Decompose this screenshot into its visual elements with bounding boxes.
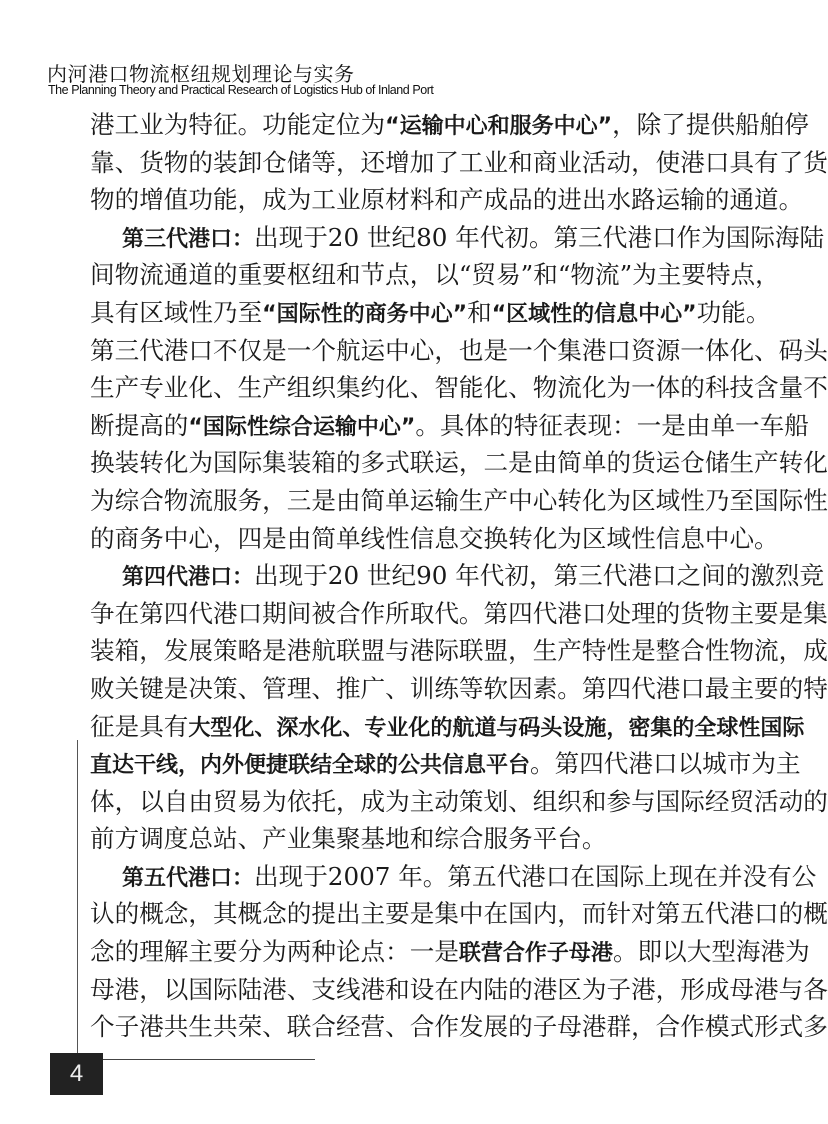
text-run: 靠、货物的装卸仓储等，还增加了工业和商业活动，使港口具有了货 [90,147,828,177]
text-line [90,820,722,858]
page-number: 4 [50,1053,103,1095]
text-line [90,144,828,182]
text-run: 争在第四代港口期间被合作所取代。第四代港口处理的货物主要是集 [90,598,828,628]
running-header-title-cn: 内河港口物流枢纽规划理论与实务 [47,62,355,86]
text-run: 换装转化为国际集装箱的多式联运，二是由简单的货运仓储生产转化 [90,448,828,478]
text-run: 出现于2007 年。第五代港口在国际上现在并没有公 [254,861,817,891]
text-line [90,256,780,294]
text-line [90,632,828,670]
running-header-title-en: The Planning Theory and Practical Research of Logistics Hub of Inland Port [48,83,434,97]
text-run: ，除了提供船舶停 [612,110,809,139]
text-run: 为综合物流服务，三是由简单运输生产中心转化为区域性乃至国际性 [90,485,828,515]
bold-text: “区域性的信息中心” [491,301,697,327]
bold-text: 直达干线，内外便捷联结全球的公共信息平台 [90,753,531,779]
text-run: 物的增值功能，成为工业原材料和产成品的进出水路运输的通道。 [90,185,804,215]
text-run: 具有区域性乃至 [90,297,263,327]
text-run: 败关键是决策、管理、推广、训练等软因素。第四代港口最主要的特 [90,673,828,703]
body-text [90,106,828,1046]
bold-text: 第五代港口： [122,865,255,891]
text-line [90,783,828,821]
bold-text: 联营合作子母港 [458,941,613,967]
text-line [90,971,828,1009]
text-run: 征是具有 [90,711,189,741]
text-run: 母港，以国际陆港、支线港和设在内陆的港区为子港，形成母港与各 [90,974,828,1004]
text-line [90,858,817,896]
text-line [90,557,825,595]
text-line [90,369,828,407]
text-run: 功能。 [696,297,771,327]
text-run: 和 [467,297,492,327]
text-line [90,444,828,482]
paragraph [90,106,828,219]
text-run: 前方调度总站、产业集聚基地和综合服务平台。 [90,824,607,854]
text-run: 断提高的 [90,410,189,440]
text-line [90,895,828,933]
bold-text: 大型化、深水化、专业化的航道与码头设施，密集的全球性国际 [188,715,805,741]
text-line [90,407,809,445]
text-line [90,294,771,332]
text-line [90,181,804,219]
paragraph [90,219,828,557]
text-run: 的商务中心，四是由简单线性信息交换转化为区域性信息中心。 [90,523,779,553]
text-run: 装箱，发展策略是港航联盟与港际联盟，生产特性是整合性物流，成 [90,636,828,666]
text-line [90,219,825,257]
text-line [90,520,779,558]
text-run: 。第四代港口以城市为主 [530,749,801,779]
text-run: 。即以大型海港为 [612,937,810,967]
text-line [90,482,828,520]
text-run: 出现于20 世纪80 年代初。第三代港口作为国际海陆 [254,222,825,252]
bold-text: 第三代港口： [122,226,255,252]
paragraph [90,557,828,858]
text-run: 第三代港口不仅是一个航运中心，也是一个集港口资源一体化、码头 [90,335,828,365]
text-line [90,670,828,708]
text-run: 出现于20 世纪90 年代初，第三代港口之间的激烈竞 [254,561,825,591]
margin-rule [77,740,78,1080]
bold-text: 第四代港口： [122,565,255,591]
text-line [90,933,810,971]
text-line [90,1008,828,1046]
text-run: 间物流通道的重要枢纽和节点，以“贸易”和“物流”为主要特点， [90,260,780,290]
text-line [90,595,828,633]
text-line [90,745,801,783]
text-run: 认的概念，其概念的提出主要是集中在国内，而针对第五代港口的概 [90,899,828,929]
text-line [90,332,828,370]
text-run: 港工业为特征。功能定位为 [90,110,386,139]
bold-text: “运输中心和服务中心” [385,114,613,139]
text-run: 体，以自由贸易为依托，成为主动策划、组织和参与国际经贸活动的 [90,786,828,816]
text-line [90,708,805,746]
text-run: 念的理解主要分为两种论点：一是 [90,937,459,967]
text-run: 个子港共生共荣、联合经营、合作发展的子母港群，合作模式形式多 [90,1012,828,1042]
text-run: 。具体的特征表现：一是由单一车船 [415,410,809,440]
text-line [90,106,809,144]
bold-text: “国际性综合运输中心” [188,414,416,440]
footer-rule [103,1059,315,1060]
bold-text: “国际性的商务中心” [262,301,468,327]
text-run: 生产专业化、生产组织集约化、智能化、物流化为一体的科技含量不 [90,373,828,403]
paragraph [90,858,828,1046]
